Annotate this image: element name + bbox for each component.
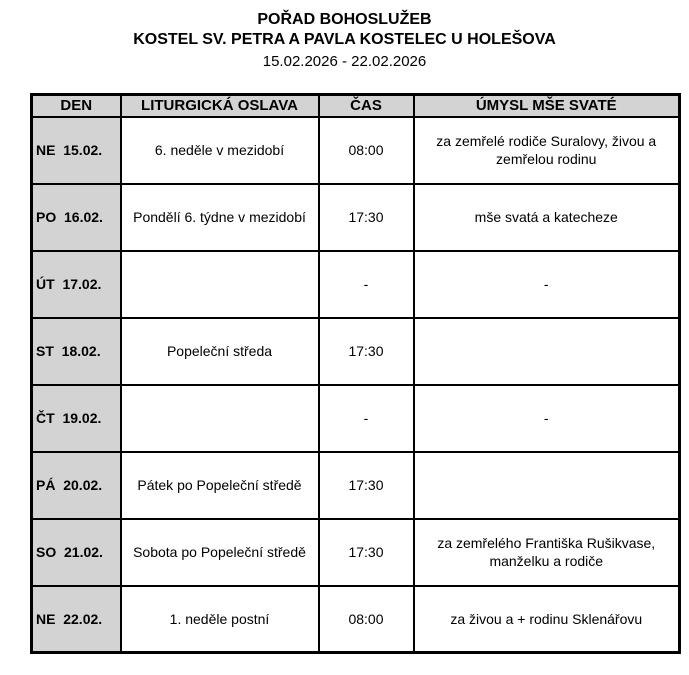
- time-cell: -: [319, 385, 414, 452]
- title-block: [0, 10, 689, 72]
- table-row: [32, 586, 680, 653]
- schedule-table-body: [32, 117, 680, 653]
- intention-cell: -: [414, 251, 680, 318]
- column-header-time: ČAS: [319, 95, 414, 117]
- time-cell: 17:30: [319, 184, 414, 251]
- intention-cell: za zemřelého Františka Rušikvase, manželku a rodiče: [414, 519, 680, 586]
- header-row: [32, 95, 680, 117]
- celebration-cell: [121, 385, 319, 452]
- time-cell: 08:00: [319, 117, 414, 184]
- day-cell: ST 18.02.: [32, 318, 121, 385]
- column-header-day: DEN: [32, 95, 121, 117]
- day-cell: PÁ 20.02.: [32, 452, 121, 519]
- day-cell: ČT 19.02.: [32, 385, 121, 452]
- column-header-intention: ÚMYSL MŠE SVATÉ: [414, 95, 680, 117]
- column-header-celebration: LITURGICKÁ OSLAVA: [121, 95, 319, 117]
- table-row: [32, 452, 680, 519]
- time-cell: 17:30: [319, 452, 414, 519]
- intention-cell: [414, 452, 680, 519]
- schedule-table-head: [32, 95, 680, 117]
- day-cell: NE 15.02.: [32, 117, 121, 184]
- page-title: POŘAD BOHOSLUŽEB: [257, 11, 432, 28]
- time-cell: 17:30: [319, 318, 414, 385]
- time-cell: 17:30: [319, 519, 414, 586]
- table-row: [32, 318, 680, 385]
- celebration-cell: Popeleční středa: [121, 318, 319, 385]
- celebration-cell: Pátek po Popeleční středě: [121, 452, 319, 519]
- celebration-cell: Pondělí 6. týdne v mezidobí: [121, 184, 319, 251]
- day-cell: PO 16.02.: [32, 184, 121, 251]
- time-cell: -: [319, 251, 414, 318]
- table-row: [32, 251, 680, 318]
- table-row: [32, 117, 680, 184]
- date-range: 15.02.2026 - 22.02.2026: [262, 53, 427, 70]
- time-cell: 08:00: [319, 586, 414, 653]
- table-row: [32, 519, 680, 586]
- day-cell: ÚT 17.02.: [32, 251, 121, 318]
- intention-cell: za zemřelé rodiče Suralovy, živou a zemřelou rodinu: [414, 117, 680, 184]
- day-cell: SO 21.02.: [32, 519, 121, 586]
- day-cell: NE 22.02.: [32, 586, 121, 653]
- table-row: [32, 385, 680, 452]
- page-subtitle: KOSTEL SV. PETRA A PAVLA KOSTELEC U HOLEŠOVA: [133, 31, 556, 48]
- intention-cell: [414, 318, 680, 385]
- intention-cell: za živou a + rodinu Sklenářovu: [414, 586, 680, 653]
- celebration-cell: 1. neděle postní: [121, 586, 319, 653]
- table-row: [32, 184, 680, 251]
- celebration-cell: [121, 251, 319, 318]
- intention-cell: -: [414, 385, 680, 452]
- schedule-table: [30, 93, 681, 654]
- celebration-cell: 6. neděle v mezidobí: [121, 117, 319, 184]
- celebration-cell: Sobota po Popeleční středě: [121, 519, 319, 586]
- intention-cell: mše svatá a katecheze: [414, 184, 680, 251]
